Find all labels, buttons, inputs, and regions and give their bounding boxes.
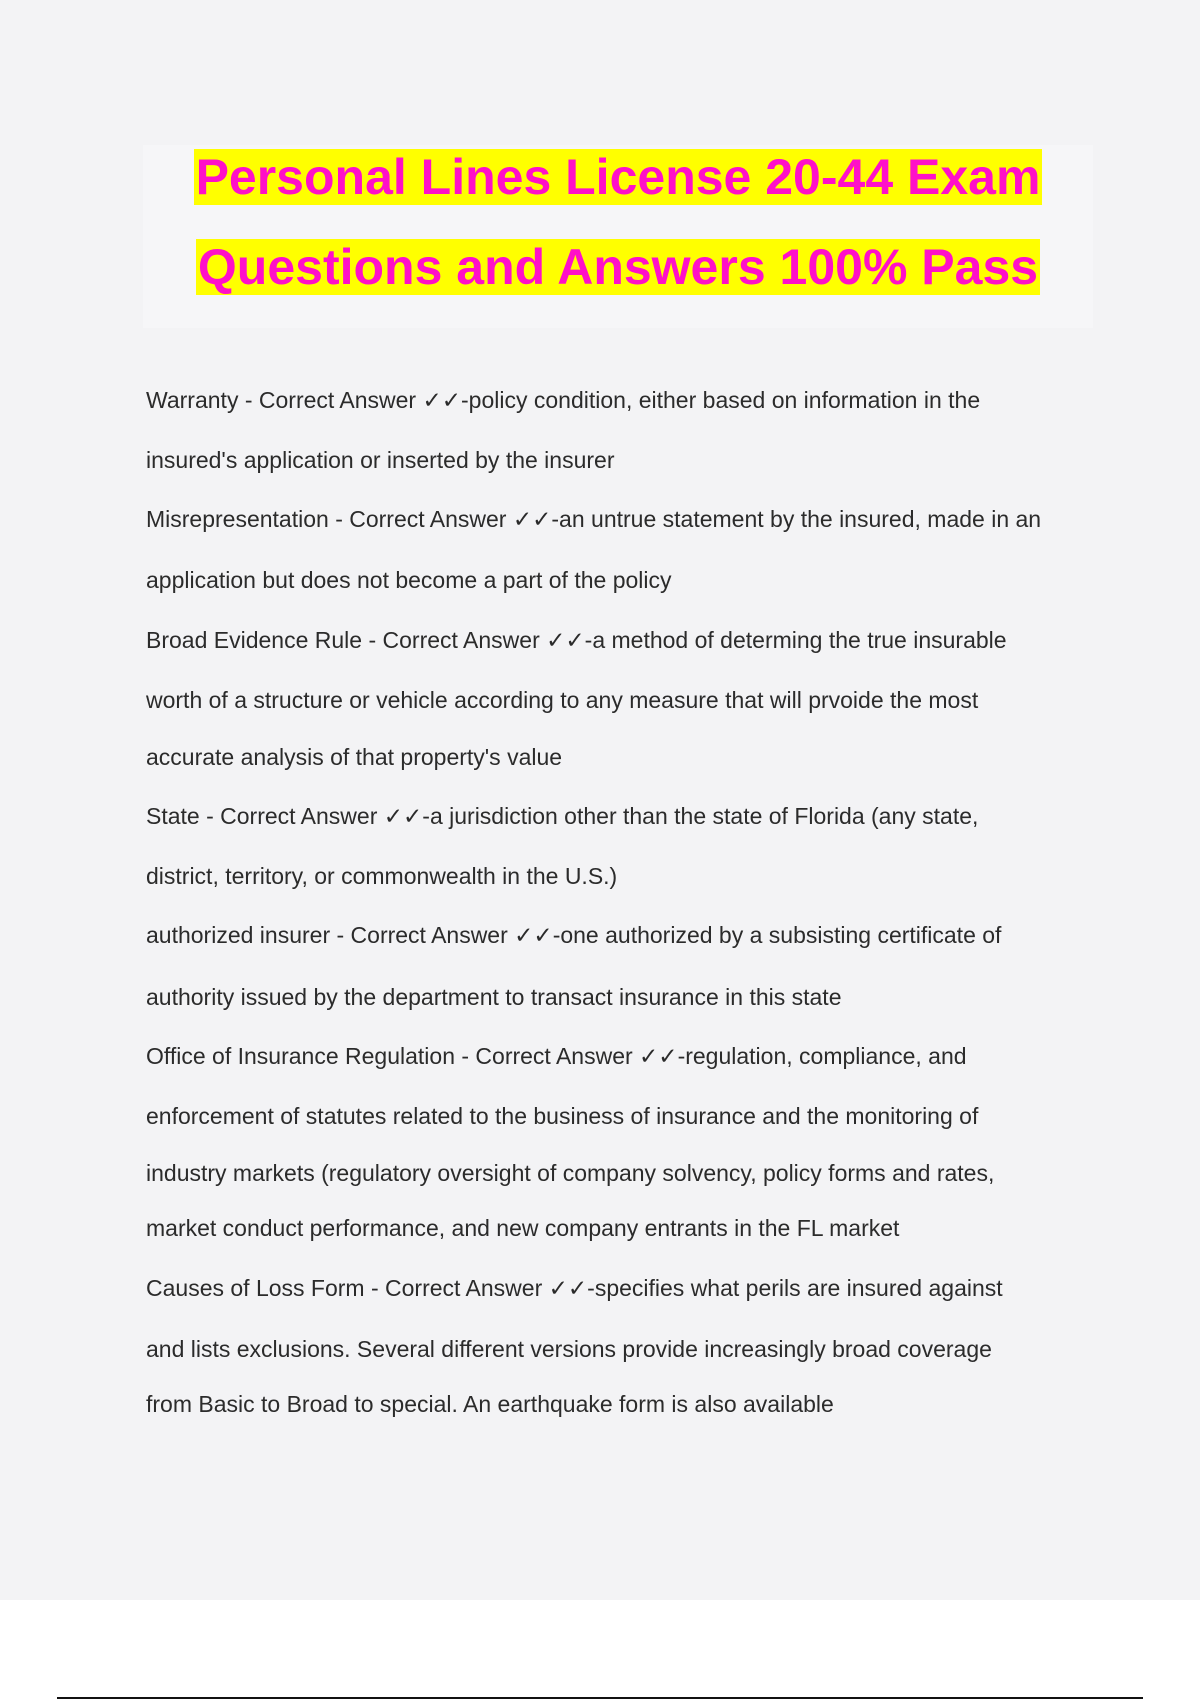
- qa-entry-misrepresentation-line-2: application but does not become a part of the policy: [146, 567, 672, 593]
- qa-entry-oir-line-3: industry markets (regulatory oversight of company solvency, policy forms and rates,: [146, 1160, 995, 1186]
- qa-entry-broad-evidence-line-2: worth of a structure or vehicle according to any measure that will prvoide the most: [146, 687, 979, 713]
- qa-entry-warranty-line-2: insured's application or inserted by the insurer: [146, 447, 615, 473]
- qa-entry-authorized-insurer-line-1: authorized insurer - Correct Answer ✓✓-one authorized by a subsisting certificate of: [146, 922, 1002, 948]
- footer-divider: [57, 1697, 1143, 1699]
- qa-entry-authorized-insurer-line-2: authority issued by the department to transact insurance in this state: [146, 984, 842, 1010]
- qa-entry-causes-of-loss-line-2: and lists exclusions. Several different versions provide increasingly broad coverage: [146, 1336, 992, 1362]
- qa-entry-state-line-2: district, territory, or commonwealth in the U.S.): [146, 863, 618, 889]
- qa-entry-oir-line-2: enforcement of statutes related to the business of insurance and the monitoring of: [146, 1103, 979, 1129]
- qa-entry-warranty-line-1: Warranty - Correct Answer ✓✓-policy condition, either based on information in the: [146, 387, 981, 413]
- title-line-2: Questions and Answers 100% Pass: [197, 239, 1039, 295]
- qa-entry-oir-line-1: Office of Insurance Regulation - Correct Answer ✓✓-regulation, compliance, and: [146, 1043, 967, 1069]
- qa-entry-broad-evidence-line-1: Broad Evidence Rule - Correct Answer ✓✓-a method of determing the true insurable: [146, 627, 1007, 653]
- qa-entry-causes-of-loss-line-1: Causes of Loss Form - Correct Answer ✓✓-specifies what perils are insured against: [146, 1275, 1003, 1301]
- qa-entry-misrepresentation-line-1: Misrepresentation - Correct Answer ✓✓-an untrue statement by the insured, made in an: [146, 506, 1042, 532]
- qa-entry-oir-line-4: market conduct performance, and new company entrants in the FL market: [146, 1215, 900, 1241]
- qa-entry-broad-evidence-line-3: accurate analysis of that property's value: [146, 744, 563, 770]
- qa-entry-state-line-1: State - Correct Answer ✓✓-a jurisdiction other than the state of Florida (any state,: [146, 803, 979, 829]
- title-line-1: Personal Lines License 20-44 Exam: [195, 149, 1041, 205]
- qa-entry-causes-of-loss-line-3: from Basic to Broad to special. An earthquake form is also available: [146, 1391, 834, 1417]
